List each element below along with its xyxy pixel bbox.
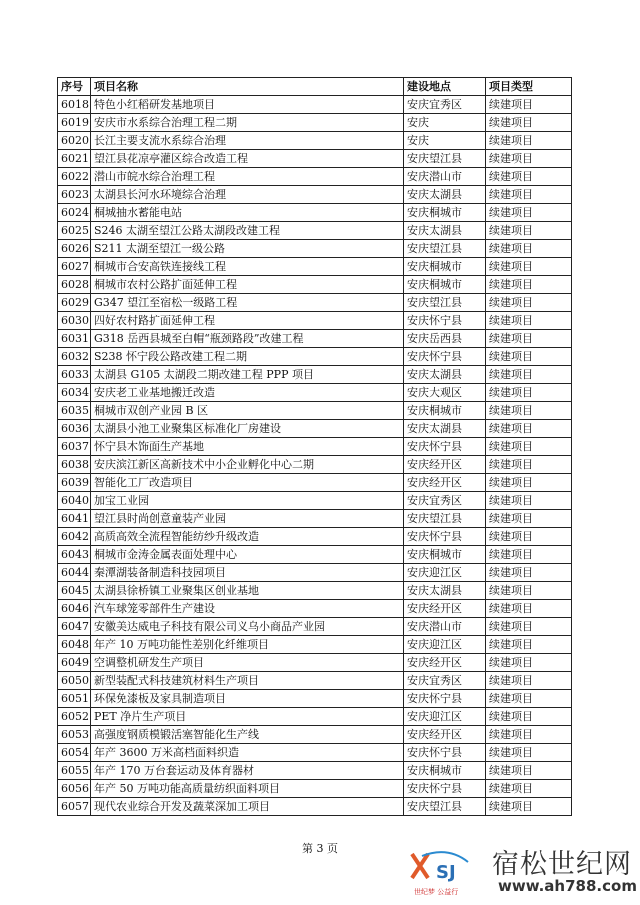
row-index: 6035 xyxy=(58,402,91,420)
row-project-name: 太湖县 G105 太湖段二期改建工程 PPP 项目 xyxy=(91,366,404,384)
row-project-name: 桐城市农村公路扩面延伸工程 xyxy=(91,276,404,294)
row-location: 安庆怀宁县 xyxy=(404,744,486,762)
row-project-type: 续建项目 xyxy=(486,150,572,168)
table-row xyxy=(58,474,572,492)
row-project-type: 续建项目 xyxy=(486,528,572,546)
table-row xyxy=(58,600,572,618)
table-row xyxy=(58,114,572,132)
row-project-type: 续建项目 xyxy=(486,780,572,798)
row-project-name: G318 岳西县城至白帽“瓶颈路段”改建工程 xyxy=(91,330,404,348)
watermark-site-name: 宿松世纪网 xyxy=(492,849,632,880)
row-index: 6054 xyxy=(58,744,91,762)
row-location: 安庆迎江区 xyxy=(404,636,486,654)
row-location: 安庆大观区 xyxy=(404,384,486,402)
row-project-name: 现代农业综合开发及蔬菜深加工项目 xyxy=(91,798,404,816)
row-index: 6050 xyxy=(58,672,91,690)
row-project-type: 续建项目 xyxy=(486,186,572,204)
table-row xyxy=(58,492,572,510)
row-location: 安庆桐城市 xyxy=(404,204,486,222)
row-project-name: 秦潭湖装备制造科技园项目 xyxy=(91,564,404,582)
row-project-name: 望江县花凉亭灌区综合改造工程 xyxy=(91,150,404,168)
row-location: 安庆经开区 xyxy=(404,600,486,618)
row-project-name: 望江县时尚创意童装产业园 xyxy=(91,510,404,528)
table-row xyxy=(58,240,572,258)
row-location: 安庆怀宁县 xyxy=(404,348,486,366)
row-project-name: PET 净片生产项目 xyxy=(91,708,404,726)
table-row xyxy=(58,402,572,420)
table-row xyxy=(58,294,572,312)
row-project-type: 续建项目 xyxy=(486,690,572,708)
project-table xyxy=(57,77,572,816)
row-index: 6028 xyxy=(58,276,91,294)
row-location: 安庆迎江区 xyxy=(404,564,486,582)
row-project-name: G347 望江至宿松一级路工程 xyxy=(91,294,404,312)
row-project-type: 续建项目 xyxy=(486,420,572,438)
row-project-type: 续建项目 xyxy=(486,618,572,636)
row-project-type: 续建项目 xyxy=(486,168,572,186)
row-project-name: S238 怀宁段公路改建工程二期 xyxy=(91,348,404,366)
table-row xyxy=(58,384,572,402)
row-index: 6027 xyxy=(58,258,91,276)
row-project-type: 续建项目 xyxy=(486,510,572,528)
row-project-name: 年产 10 万吨功能性差别化纤维项目 xyxy=(91,636,404,654)
table-header-row xyxy=(58,78,572,96)
row-project-name: S211 太湖至望江一级公路 xyxy=(91,240,404,258)
row-project-name: S246 太湖至望江公路太湖段改建工程 xyxy=(91,222,404,240)
row-location: 安庆太湖县 xyxy=(404,582,486,600)
row-location: 安庆桐城市 xyxy=(404,258,486,276)
table-row xyxy=(58,330,572,348)
row-index: 6020 xyxy=(58,132,91,150)
row-location: 安庆潜山市 xyxy=(404,168,486,186)
row-index: 6045 xyxy=(58,582,91,600)
row-project-name: 新型装配式科技建筑材料生产项目 xyxy=(91,672,404,690)
row-location: 安庆望江县 xyxy=(404,294,486,312)
row-index: 6023 xyxy=(58,186,91,204)
row-project-type: 续建项目 xyxy=(486,348,572,366)
row-project-name: 怀宁县木饰面生产基地 xyxy=(91,438,404,456)
row-location: 安庆太湖县 xyxy=(404,186,486,204)
table-row xyxy=(58,762,572,780)
row-location: 安庆经开区 xyxy=(404,726,486,744)
table-row xyxy=(58,582,572,600)
row-location: 安庆潜山市 xyxy=(404,618,486,636)
row-project-type: 续建项目 xyxy=(486,474,572,492)
row-index: 6047 xyxy=(58,618,91,636)
row-project-type: 续建项目 xyxy=(486,204,572,222)
row-project-type: 续建项目 xyxy=(486,564,572,582)
row-index: 6056 xyxy=(58,780,91,798)
row-project-name: 桐城市合安高铁连接线工程 xyxy=(91,258,404,276)
row-index: 6044 xyxy=(58,564,91,582)
row-index: 6021 xyxy=(58,150,91,168)
row-index: 6040 xyxy=(58,492,91,510)
row-index: 6032 xyxy=(58,348,91,366)
row-project-name: 年产 170 万台套运动及体育器材 xyxy=(91,762,404,780)
row-project-type: 续建项目 xyxy=(486,402,572,420)
row-project-name: 空调整机研发生产项目 xyxy=(91,654,404,672)
row-project-type: 续建项目 xyxy=(486,330,572,348)
row-index: 6043 xyxy=(58,546,91,564)
row-location: 安庆宜秀区 xyxy=(404,672,486,690)
table-row xyxy=(58,672,572,690)
row-project-name: 安庆市水系综合治理工程二期 xyxy=(91,114,404,132)
row-project-type: 续建项目 xyxy=(486,312,572,330)
table-row xyxy=(58,96,572,114)
row-index: 6018 xyxy=(58,96,91,114)
row-project-type: 续建项目 xyxy=(486,492,572,510)
table-row xyxy=(58,726,572,744)
table-row xyxy=(58,222,572,240)
row-project-type: 续建项目 xyxy=(486,600,572,618)
row-location: 安庆太湖县 xyxy=(404,420,486,438)
row-location: 安庆桐城市 xyxy=(404,276,486,294)
row-index: 6057 xyxy=(58,798,91,816)
row-index: 6042 xyxy=(58,528,91,546)
table-row xyxy=(58,690,572,708)
row-project-name: 智能化工厂改造项目 xyxy=(91,474,404,492)
table-row xyxy=(58,780,572,798)
row-index: 6022 xyxy=(58,168,91,186)
row-project-type: 续建项目 xyxy=(486,672,572,690)
row-index: 6026 xyxy=(58,240,91,258)
table-row xyxy=(58,528,572,546)
row-project-name: 桐城市双创产业园 B 区 xyxy=(91,402,404,420)
row-location: 安庆迎江区 xyxy=(404,708,486,726)
row-index: 6048 xyxy=(58,636,91,654)
row-project-type: 续建项目 xyxy=(486,726,572,744)
row-project-type: 续建项目 xyxy=(486,456,572,474)
row-location: 安庆桐城市 xyxy=(404,402,486,420)
header-project-type: 项目类型 xyxy=(486,78,572,96)
row-index: 6049 xyxy=(58,654,91,672)
row-location: 安庆怀宁县 xyxy=(404,438,486,456)
table-row xyxy=(58,564,572,582)
row-location: 安庆桐城市 xyxy=(404,546,486,564)
table-row xyxy=(58,708,572,726)
row-index: 6055 xyxy=(58,762,91,780)
watermark-logo-letters: SJ xyxy=(436,862,456,883)
row-project-type: 续建项目 xyxy=(486,384,572,402)
row-project-name: 潜山市皖水综合治理工程 xyxy=(91,168,404,186)
row-project-type: 续建项目 xyxy=(486,132,572,150)
row-index: 6034 xyxy=(58,384,91,402)
row-project-type: 续建项目 xyxy=(486,222,572,240)
header-project-name: 项目名称 xyxy=(91,78,404,96)
row-project-name: 汽车球笼零部件生产建设 xyxy=(91,600,404,618)
table-row xyxy=(58,438,572,456)
row-index: 6037 xyxy=(58,438,91,456)
row-project-name: 太湖县徐桥镇工业聚集区创业基地 xyxy=(91,582,404,600)
row-project-name: 桐城抽水蓄能电站 xyxy=(91,204,404,222)
table-row xyxy=(58,546,572,564)
watermark-url: www.ah788.com xyxy=(498,877,637,895)
row-location: 安庆怀宁县 xyxy=(404,528,486,546)
header-location: 建设地点 xyxy=(404,78,486,96)
row-location: 安庆望江县 xyxy=(404,150,486,168)
table-row xyxy=(58,168,572,186)
row-index: 6030 xyxy=(58,312,91,330)
watermark-tagline: 世纪梦 公益行 xyxy=(414,888,459,896)
table-row xyxy=(58,348,572,366)
table-row xyxy=(58,186,572,204)
row-index: 6038 xyxy=(58,456,91,474)
row-project-type: 续建项目 xyxy=(486,114,572,132)
row-location: 安庆经开区 xyxy=(404,456,486,474)
row-location: 安庆望江县 xyxy=(404,510,486,528)
row-project-name: 高强度钢质模锻活塞智能化生产线 xyxy=(91,726,404,744)
row-project-type: 续建项目 xyxy=(486,240,572,258)
row-project-name: 安庆老工业基地搬迁改造 xyxy=(91,384,404,402)
table-row xyxy=(58,798,572,816)
table-row xyxy=(58,618,572,636)
row-project-name: 年产 50 万吨功能高质量纺织面料项目 xyxy=(91,780,404,798)
table-row xyxy=(58,654,572,672)
table-row xyxy=(58,132,572,150)
row-index: 6024 xyxy=(58,204,91,222)
row-project-name: 年产 3600 万米高档面料织造 xyxy=(91,744,404,762)
row-project-type: 续建项目 xyxy=(486,438,572,456)
row-project-name: 太湖县长河水环境综合治理 xyxy=(91,186,404,204)
table-row xyxy=(58,744,572,762)
row-project-name: 加宝工业园 xyxy=(91,492,404,510)
row-project-type: 续建项目 xyxy=(486,708,572,726)
row-location: 安庆怀宁县 xyxy=(404,690,486,708)
row-index: 6041 xyxy=(58,510,91,528)
row-location: 安庆望江县 xyxy=(404,798,486,816)
row-project-type: 续建项目 xyxy=(486,96,572,114)
row-project-type: 续建项目 xyxy=(486,546,572,564)
row-location: 安庆经开区 xyxy=(404,654,486,672)
row-location: 安庆 xyxy=(404,114,486,132)
table-row xyxy=(58,366,572,384)
row-location: 安庆怀宁县 xyxy=(404,780,486,798)
row-project-name: 桐城市金涛金属表面处理中心 xyxy=(91,546,404,564)
row-project-name: 太湖县小池工业聚集区标准化厂房建设 xyxy=(91,420,404,438)
row-project-type: 续建项目 xyxy=(486,798,572,816)
row-project-type: 续建项目 xyxy=(486,258,572,276)
row-project-name: 安徽美达威电子科技有限公司义乌小商品产业园 xyxy=(91,618,404,636)
row-project-name: 高质高效全流程智能纺纱升级改造 xyxy=(91,528,404,546)
header-index: 序号 xyxy=(58,78,91,96)
row-project-name: 四好农村路扩面延伸工程 xyxy=(91,312,404,330)
row-index: 6046 xyxy=(58,600,91,618)
row-project-name: 特色小红稻研发基地项目 xyxy=(91,96,404,114)
row-location: 安庆宜秀区 xyxy=(404,492,486,510)
row-index: 6052 xyxy=(58,708,91,726)
table-row xyxy=(58,510,572,528)
row-project-type: 续建项目 xyxy=(486,744,572,762)
row-index: 6025 xyxy=(58,222,91,240)
row-index: 6039 xyxy=(58,474,91,492)
row-project-type: 续建项目 xyxy=(486,294,572,312)
row-index: 6029 xyxy=(58,294,91,312)
table-row xyxy=(58,312,572,330)
row-location: 安庆 xyxy=(404,132,486,150)
row-project-type: 续建项目 xyxy=(486,366,572,384)
table-row xyxy=(58,150,572,168)
table-row xyxy=(58,420,572,438)
row-index: 6031 xyxy=(58,330,91,348)
row-project-name: 环保免漆板及家具制造项目 xyxy=(91,690,404,708)
row-location: 安庆太湖县 xyxy=(404,222,486,240)
row-index: 6053 xyxy=(58,726,91,744)
row-location: 安庆桐城市 xyxy=(404,762,486,780)
row-project-type: 续建项目 xyxy=(486,636,572,654)
table-row xyxy=(58,276,572,294)
row-index: 6019 xyxy=(58,114,91,132)
row-location: 安庆太湖县 xyxy=(404,366,486,384)
page-number: 第 3 页 xyxy=(302,842,338,855)
row-location: 安庆望江县 xyxy=(404,240,486,258)
row-project-type: 续建项目 xyxy=(486,762,572,780)
row-project-type: 续建项目 xyxy=(486,654,572,672)
row-location: 安庆宜秀区 xyxy=(404,96,486,114)
row-location: 安庆经开区 xyxy=(404,474,486,492)
table-row xyxy=(58,204,572,222)
row-location: 安庆怀宁县 xyxy=(404,312,486,330)
table-row xyxy=(58,636,572,654)
row-index: 6051 xyxy=(58,690,91,708)
row-project-name: 长江主要支流水系综合治理 xyxy=(91,132,404,150)
table-row xyxy=(58,456,572,474)
row-index: 6033 xyxy=(58,366,91,384)
row-project-type: 续建项目 xyxy=(486,276,572,294)
table-row xyxy=(58,258,572,276)
row-project-name: 安庆滨江新区高新技术中小企业孵化中心二期 xyxy=(91,456,404,474)
row-location: 安庆岳西县 xyxy=(404,330,486,348)
row-project-type: 续建项目 xyxy=(486,582,572,600)
row-index: 6036 xyxy=(58,420,91,438)
